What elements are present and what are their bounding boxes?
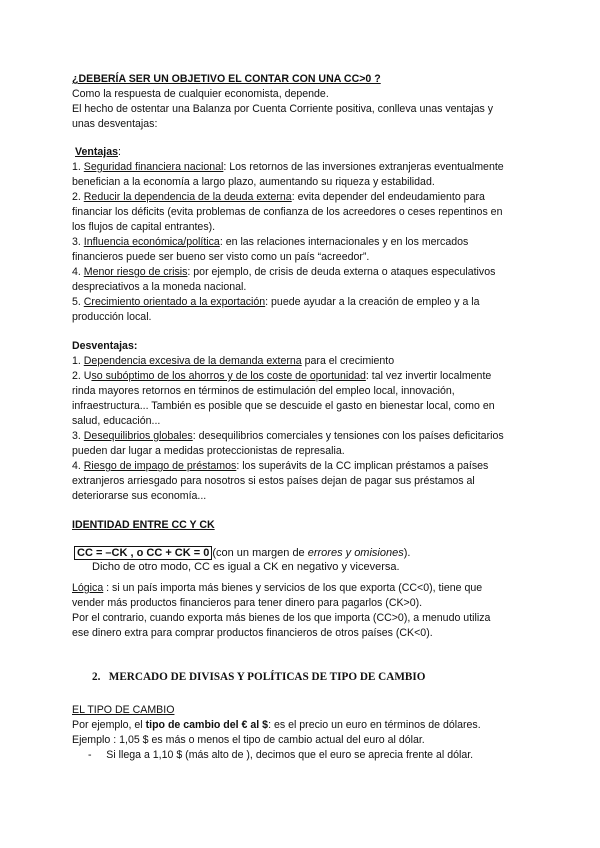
tipo-line-2: Ejemplo : 1,05 $ es más o menos el tipo de cambio actual del euro al dólar. xyxy=(72,734,425,746)
ventaja-item-5-cont: producción local. xyxy=(72,311,152,323)
item-number: 3. xyxy=(72,430,84,442)
item-term: Influencia económica/política xyxy=(83,236,220,248)
tipo-text: Por ejemplo, el xyxy=(72,719,146,731)
item-term: Desequilibrios globales xyxy=(83,430,193,442)
logica-line-cont: vender más productos financieros para tener dinero para pagarlos (CK>0). xyxy=(72,597,423,609)
ventaja-item-1 xyxy=(72,160,532,175)
section-title: MERCADO DE DIVISAS Y POLÍTICAS DE TIPO DE CAMBIO xyxy=(108,671,426,683)
ventajas-heading xyxy=(75,145,535,160)
item-number: 3. xyxy=(72,236,84,248)
item-term: Menor riesgo de crisis xyxy=(83,266,188,278)
item-text: : los superávits de la CC implican préstamos a países xyxy=(236,460,489,472)
desventaja-item-3 xyxy=(72,429,532,444)
formula-box: CC = –CK , o CC + CK = 0 xyxy=(74,546,212,560)
intro-line: Como la respuesta de cualquier economista, depende. xyxy=(72,88,329,100)
tipo-term: tipo de cambio del € al $ xyxy=(145,719,269,731)
contrario-line: Por el contrario, cuando exporta más bienes de los que importa (CC>0), a menudo utiliza xyxy=(72,612,491,624)
logica-term: Lógica xyxy=(72,582,104,594)
item-text: : por ejemplo, de crisis de deuda externa o ataques especulativos xyxy=(187,266,496,278)
item-number: 2. U xyxy=(72,370,92,382)
ventajas-heading-text: Ventajas xyxy=(75,146,118,158)
identidad-heading: IDENTIDAD ENTRE CC Y CK xyxy=(72,519,215,531)
logica-text: : si un país importa más bienes y servicios de los que exporta (CC<0), tiene que xyxy=(103,582,483,594)
desventaja-item-4 xyxy=(72,459,532,474)
desventaja-item-4-cont: deteriorarse sus economía... xyxy=(72,490,207,502)
ventaja-item-4-cont: despreciativos a la moneda nacional. xyxy=(72,281,247,293)
ventaja-item-2 xyxy=(72,190,532,205)
item-term: Dependencia excesiva de la demanda externa xyxy=(83,355,302,367)
ventajas-colon: : xyxy=(118,146,121,158)
logica-line xyxy=(72,581,532,596)
item-number: 5. xyxy=(72,296,84,308)
bullet-dash: - xyxy=(88,749,92,761)
ventaja-item-3 xyxy=(72,235,532,250)
ventaja-item-2-cont: financiar los déficits (evita problemas de confianza de los acreedores o ceses repentinos en xyxy=(72,206,503,218)
desventaja-item-1 xyxy=(72,354,532,369)
item-text: : desequilibrios comerciales y tensiones con los países deficitarios xyxy=(192,430,504,442)
identity-formula xyxy=(74,546,410,560)
bullet-text: Si llega a 1,10 $ (más alto de ), decimos que el euro se aprecia frente al dólar. xyxy=(106,749,474,761)
item-term: so subóptimo de los ahorros y de los coste de oportunidad xyxy=(91,370,366,382)
intro-line: unas desventajas: xyxy=(72,118,158,130)
item-text: para el crecimiento xyxy=(301,355,395,367)
formula-note-emphasis: errores y omisiones xyxy=(307,547,404,559)
desventaja-item-2 xyxy=(72,369,532,384)
item-text: : en las relaciones internacionales y en los mercados xyxy=(219,236,469,248)
item-text: : puede ayudar a la creación de empleo y a la xyxy=(265,296,480,308)
item-text: : evita depender del endeudamiento para xyxy=(291,191,485,203)
ventaja-item-5 xyxy=(72,295,532,310)
formula-note: (con un margen de xyxy=(212,547,308,559)
item-term: Reducir la dependencia de la deuda externa xyxy=(83,191,292,203)
item-term: Seguridad financiera nacional xyxy=(83,161,224,173)
item-number: 1. xyxy=(72,161,84,173)
ventaja-item-1-cont: benefician a la economía a largo plazo, aumentando su riqueza y estabilidad. xyxy=(72,176,435,188)
item-term: Crecimiento orientado a la exportación xyxy=(83,296,266,308)
item-number: 2. xyxy=(72,191,84,203)
tipo-line-1 xyxy=(72,718,532,733)
item-text: : Los retornos de las inversiones extranjeras eventualmente xyxy=(223,161,504,173)
desventaja-item-2-cont: rinda mayores retornos en términos de estimulación del empleo local, innovación, xyxy=(72,385,455,397)
desventaja-item-2-cont: infraestructura... También es posible que se descuide el gasto en bienestar local, como en xyxy=(72,400,495,412)
desventaja-item-2-cont: salud, educación... xyxy=(72,415,161,427)
formula-explanation: Dicho de otro modo, CC es igual a CK en negativo y viceversa. xyxy=(92,561,400,573)
tipo-bullet xyxy=(88,748,548,763)
ventaja-item-2-cont: los flujos de capital entrantes). xyxy=(72,221,216,233)
page-title: ¿DEBERÍA SER UN OBJETIVO EL CONTAR CON UNA CC>0 ? xyxy=(72,73,381,85)
item-number: 4. xyxy=(72,266,84,278)
item-number: 1. xyxy=(72,355,84,367)
section-number: 2. xyxy=(92,671,101,683)
ventaja-item-3-cont: financieros puede ser bueno ser visto como un país “acreedor”. xyxy=(72,251,370,263)
contrario-line-cont: ese dinero extra para comprar productos financieros de otros países (CK<0). xyxy=(72,627,433,639)
item-term: Riesgo de impago de préstamos xyxy=(83,460,237,472)
item-number: 4. xyxy=(72,460,84,472)
ventaja-item-4 xyxy=(72,265,532,280)
intro-line: El hecho de ostentar una Balanza por Cuenta Corriente positiva, conlleva unas ventajas y xyxy=(72,103,494,115)
desventaja-item-4-cont: extranjeros arriesgado para nosotros si estos países dejan de pagar sus préstamos al xyxy=(72,475,475,487)
desventaja-item-3-cont: pueden dar lugar a medidas proteccionistas de represalia. xyxy=(72,445,345,457)
section-2-heading xyxy=(92,671,425,683)
item-text: : tal vez invertir localmente xyxy=(365,370,492,382)
formula-note-end: ). xyxy=(403,547,411,559)
desventajas-heading: Desventajas: xyxy=(72,340,138,352)
tipo-text: : es el precio un euro en términos de dólares. xyxy=(268,719,481,731)
tipo-heading: EL TIPO DE CAMBIO xyxy=(72,704,175,716)
